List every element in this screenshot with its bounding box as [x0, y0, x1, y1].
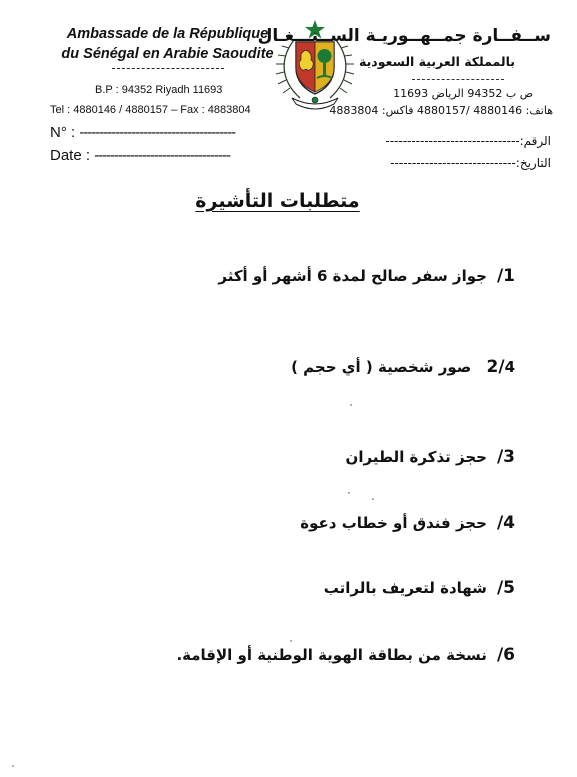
list-item: [291, 357, 515, 377]
postal-box-fr: B.P : 94352 Riyadh 11693: [95, 84, 223, 96]
list-item-text: جواز سفر صالح لمدة 6 أشهر أو أكثر: [218, 267, 487, 285]
date-field-fr: [50, 147, 230, 164]
list-item-text: شهادة لتعريف بالراتب: [323, 579, 487, 597]
date-label-fr: Date :: [50, 147, 95, 164]
embassy-name-fr-line1: Ambassade de la République: [66, 26, 269, 42]
list-item: [218, 266, 515, 286]
list-item: [176, 645, 515, 665]
date-label-ar: التاريخ:: [515, 156, 551, 170]
scan-speck: [348, 492, 350, 494]
list-item-text: 4 صور شخصية ( أي حجم ): [291, 358, 515, 376]
list-item-number: 6/: [496, 645, 515, 665]
list-item-text: حجز فندق أو خطاب دعوة: [300, 514, 487, 532]
list-item-number: 1/: [496, 266, 515, 286]
list-item-number: 3/: [496, 447, 515, 467]
divider-left: [112, 68, 224, 69]
divider-right: [412, 79, 504, 80]
list-item: [324, 578, 515, 598]
embassy-name-ar-line1: ســفــارة جمــهــوريـة الســنـــغـال: [257, 26, 551, 46]
list-item: [346, 447, 515, 467]
list-item-number: 2/: [486, 357, 505, 377]
scan-speck: [12, 765, 14, 767]
number-label-ar: الرقم:: [519, 134, 551, 148]
scan-speck: [372, 498, 374, 500]
date-line-fr: ----------------------------------: [94, 147, 231, 164]
list-item-text: حجز تذكرة الطيران: [345, 448, 487, 466]
list-item-number: 4/: [496, 513, 515, 533]
scan-speck: [350, 404, 352, 406]
embassy-name-ar-line2: بالمملكة العربية السعودية: [359, 54, 515, 69]
number-field-ar: [385, 134, 551, 148]
list-item-text: نسخة من بطاقة الهوية الوطنية أو الإقامة.: [176, 646, 487, 664]
phone-fax-ar: هاتف: 4880146 /4880157 فاكس: 4883804: [329, 104, 553, 117]
number-field-fr: [50, 124, 235, 141]
embassy-name-fr-line2: du Sénégal en Arabie Saoudite: [61, 46, 274, 62]
list-item: [300, 513, 515, 533]
date-line-ar: -----------------------------: [390, 156, 516, 170]
phone-fax-fr: Tel : 4880146 / 4880157 – Fax : 4883804: [50, 104, 251, 116]
postal-box-ar: ص ب 94352 الرياض 11693: [393, 87, 533, 100]
list-item-number: 5/: [496, 578, 515, 598]
number-line-ar: -------------------------------: [385, 134, 520, 148]
scan-speck: [290, 640, 292, 642]
date-field-ar: [390, 156, 551, 170]
number-label-fr: N° :: [50, 124, 80, 141]
document-title: متطلبات التأشيرة: [195, 190, 360, 212]
number-line-fr: ---------------------------------------: [79, 124, 236, 141]
